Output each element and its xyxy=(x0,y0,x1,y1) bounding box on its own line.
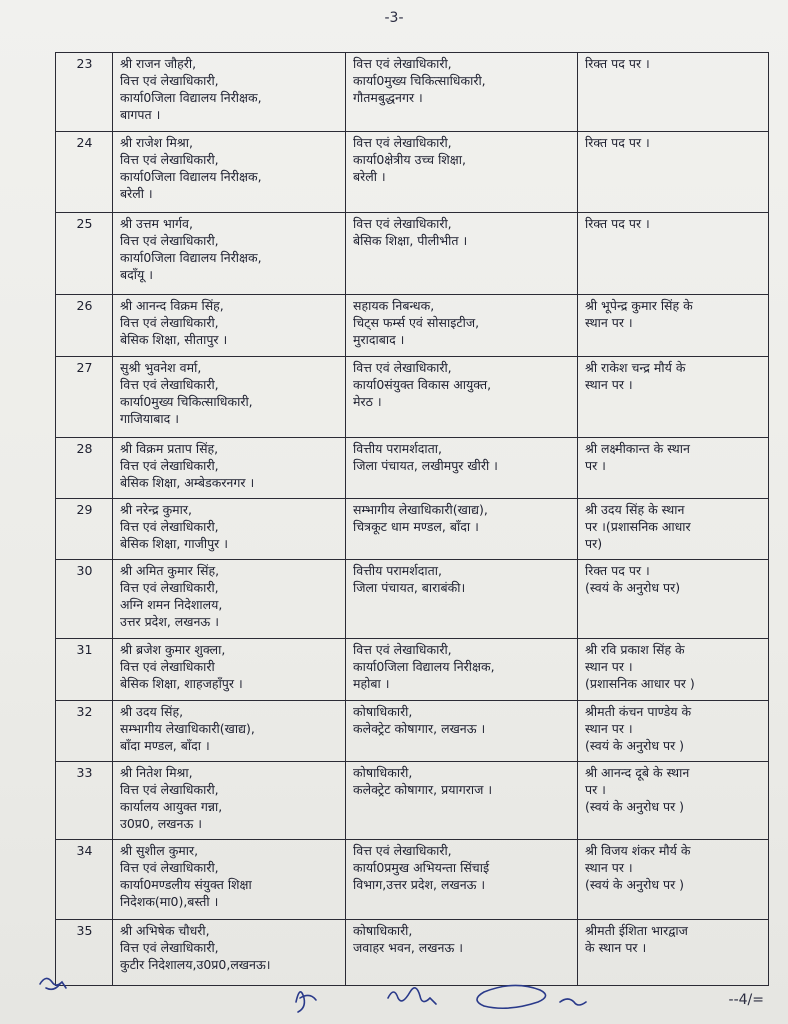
serial-number: 24 xyxy=(56,132,113,213)
new-posting: वित्तीय परामर्शदाता, जिला पंचायत, बाराबंकी। xyxy=(346,560,578,639)
signature-3 xyxy=(477,985,586,1008)
serial-number: 30 xyxy=(56,560,113,639)
serial-number: 29 xyxy=(56,499,113,560)
serial-number: 31 xyxy=(56,639,113,701)
signature-2 xyxy=(388,988,436,1004)
table-row xyxy=(56,132,769,213)
new-posting: कोषाधिकारी, कलेक्ट्रेट कोषागार, लखनऊ । xyxy=(346,701,578,762)
new-posting: सम्भागीय लेखाधिकारी(खाद्य), चित्रकूट धाम मण्डल, बाँदा । xyxy=(346,499,578,560)
serial-number: 35 xyxy=(56,920,113,986)
table-row xyxy=(56,357,769,438)
officer-name-current-post: श्री सुशील कुमार, वित्त एवं लेखाधिकारी, कार्या0मण्डलीय संयुक्त शिक्षा निदेशक(मा0),बस्ती । xyxy=(113,840,346,920)
new-posting: वित्त एवं लेखाधिकारी, कार्या0मुख्य चिकित्साधिकारी, गौतमबुद्धनगर । xyxy=(346,53,578,132)
serial-number: 23 xyxy=(56,53,113,132)
officer-name-current-post: श्री उत्तम भार्गव, वित्त एवं लेखाधिकारी, कार्या0जिला विद्यालय निरीक्षक, बदाँयू । xyxy=(113,213,346,295)
remark: श्री लक्ष्मीकान्त के स्थान पर । xyxy=(578,438,769,499)
continuation-marker: --4/= xyxy=(728,992,764,1008)
new-posting: सहायक निबन्धक, चिट्स फर्म्स एवं सोसाइटीज, मुरादाबाद । xyxy=(346,295,578,357)
table-row xyxy=(56,639,769,701)
new-posting: वित्तीय परामर्शदाता, जिला पंचायत, लखीमपुर खीरी । xyxy=(346,438,578,499)
new-posting: कोषाधिकारी, कलेक्ट्रेट कोषागार, प्रयागराज । xyxy=(346,762,578,840)
serial-number: 33 xyxy=(56,762,113,840)
remark: रिक्त पद पर । xyxy=(578,132,769,213)
officer-name-current-post: श्री अमित कुमार सिंह, वित्त एवं लेखाधिकारी, अग्नि शमन निदेशालय, उत्तर प्रदेश, लखनऊ । xyxy=(113,560,346,639)
page-number: -3- xyxy=(384,10,404,26)
officer-name-current-post: श्री नितेश मिश्रा, वित्त एवं लेखाधिकारी, कार्यालय आयुक्त गन्ना, उ0प्र0, लखनऊ । xyxy=(113,762,346,840)
handwritten-signatures xyxy=(0,968,788,1024)
officer-name-current-post: श्री राजेश मिश्रा, वित्त एवं लेखाधिकारी, कार्या0जिला विद्यालय निरीक्षक, बरेली । xyxy=(113,132,346,213)
remark: रिक्त पद पर । (स्वयं के अनुरोध पर) xyxy=(578,560,769,639)
table-row xyxy=(56,295,769,357)
officer-name-current-post: श्री अभिषेक चौधरी, वित्त एवं लेखाधिकारी, कुटीर निदेशालय,उ0प्र0,लखनऊ। xyxy=(113,920,346,986)
serial-number: 27 xyxy=(56,357,113,438)
table-row xyxy=(56,840,769,920)
initial-mark-left xyxy=(40,978,66,989)
officer-name-current-post: श्री उदय सिंह, सम्भागीय लेखाधिकारी(खाद्य), बाँदा मण्डल, बाँदा । xyxy=(113,701,346,762)
new-posting: वित्त एवं लेखाधिकारी, कार्या0संयुक्त विकास आयुक्त, मेरठ । xyxy=(346,357,578,438)
table-row xyxy=(56,560,769,639)
serial-number: 25 xyxy=(56,213,113,295)
officer-name-current-post: श्री नरेन्द्र कुमार, वित्त एवं लेखाधिकारी, बेसिक शिक्षा, गाजीपुर । xyxy=(113,499,346,560)
remark: श्री रवि प्रकाश सिंह के स्थान पर । (प्रशासनिक आधार पर ) xyxy=(578,639,769,701)
new-posting: वित्त एवं लेखाधिकारी, कार्या0क्षेत्रीय उच्च शिक्षा, बरेली । xyxy=(346,132,578,213)
officer-name-current-post: श्री आनन्द विक्रम सिंह, वित्त एवं लेखाधिकारी, बेसिक शिक्षा, सीतापुर । xyxy=(113,295,346,357)
signature-1 xyxy=(296,992,316,1012)
table-row xyxy=(56,438,769,499)
new-posting: वित्त एवं लेखाधिकारी, कार्या0जिला विद्यालय निरीक्षक, महोबा । xyxy=(346,639,578,701)
table-row xyxy=(56,762,769,840)
officer-name-current-post: सुश्री भुवनेश वर्मा, वित्त एवं लेखाधिकारी, कार्या0मुख्य चिकित्साधिकारी, गाजियाबाद । xyxy=(113,357,346,438)
remark: रिक्त पद पर । xyxy=(578,53,769,132)
serial-number: 26 xyxy=(56,295,113,357)
remark: रिक्त पद पर । xyxy=(578,213,769,295)
table-row xyxy=(56,213,769,295)
officer-name-current-post: श्री ब्रजेश कुमार शुक्ला, वित्त एवं लेखाधिकारी बेसिक शिक्षा, शाहजहाँपुर । xyxy=(113,639,346,701)
remark: श्रीमती ईशिता भारद्वाज के स्थान पर । xyxy=(578,920,769,986)
table-row xyxy=(56,499,769,560)
serial-number: 28 xyxy=(56,438,113,499)
table-row xyxy=(56,701,769,762)
remark: श्रीमती कंचन पाण्डेय के स्थान पर । (स्वयं के अनुरोध पर ) xyxy=(578,701,769,762)
serial-number: 32 xyxy=(56,701,113,762)
officer-name-current-post: श्री विक्रम प्रताप सिंह, वित्त एवं लेखाधिकारी, बेसिक शिक्षा, अम्बेडकरनगर । xyxy=(113,438,346,499)
remark: श्री उदय सिंह के स्थान पर ।(प्रशासनिक आधार पर) xyxy=(578,499,769,560)
transfer-table xyxy=(55,52,769,986)
new-posting: कोषाधिकारी, जवाहर भवन, लखनऊ । xyxy=(346,920,578,986)
remark: श्री आनन्द दूबे के स्थान पर । (स्वयं के अनुरोध पर ) xyxy=(578,762,769,840)
table-row xyxy=(56,53,769,132)
remark: श्री राकेश चन्द्र मौर्य के स्थान पर । xyxy=(578,357,769,438)
serial-number: 34 xyxy=(56,840,113,920)
new-posting: वित्त एवं लेखाधिकारी, बेसिक शिक्षा, पीलीभीत । xyxy=(346,213,578,295)
new-posting: वित्त एवं लेखाधिकारी, कार्या0प्रमुख अभियन्ता सिंचाई विभाग,उत्तर प्रदेश, लखनऊ । xyxy=(346,840,578,920)
remark: श्री विजय शंकर मौर्य के स्थान पर । (स्वयं के अनुरोध पर ) xyxy=(578,840,769,920)
remark: श्री भूपेन्द्र कुमार सिंह के स्थान पर । xyxy=(578,295,769,357)
officer-name-current-post: श्री राजन जौहरी, वित्त एवं लेखाधिकारी, कार्या0जिला विद्यालय निरीक्षक, बागपत । xyxy=(113,53,346,132)
